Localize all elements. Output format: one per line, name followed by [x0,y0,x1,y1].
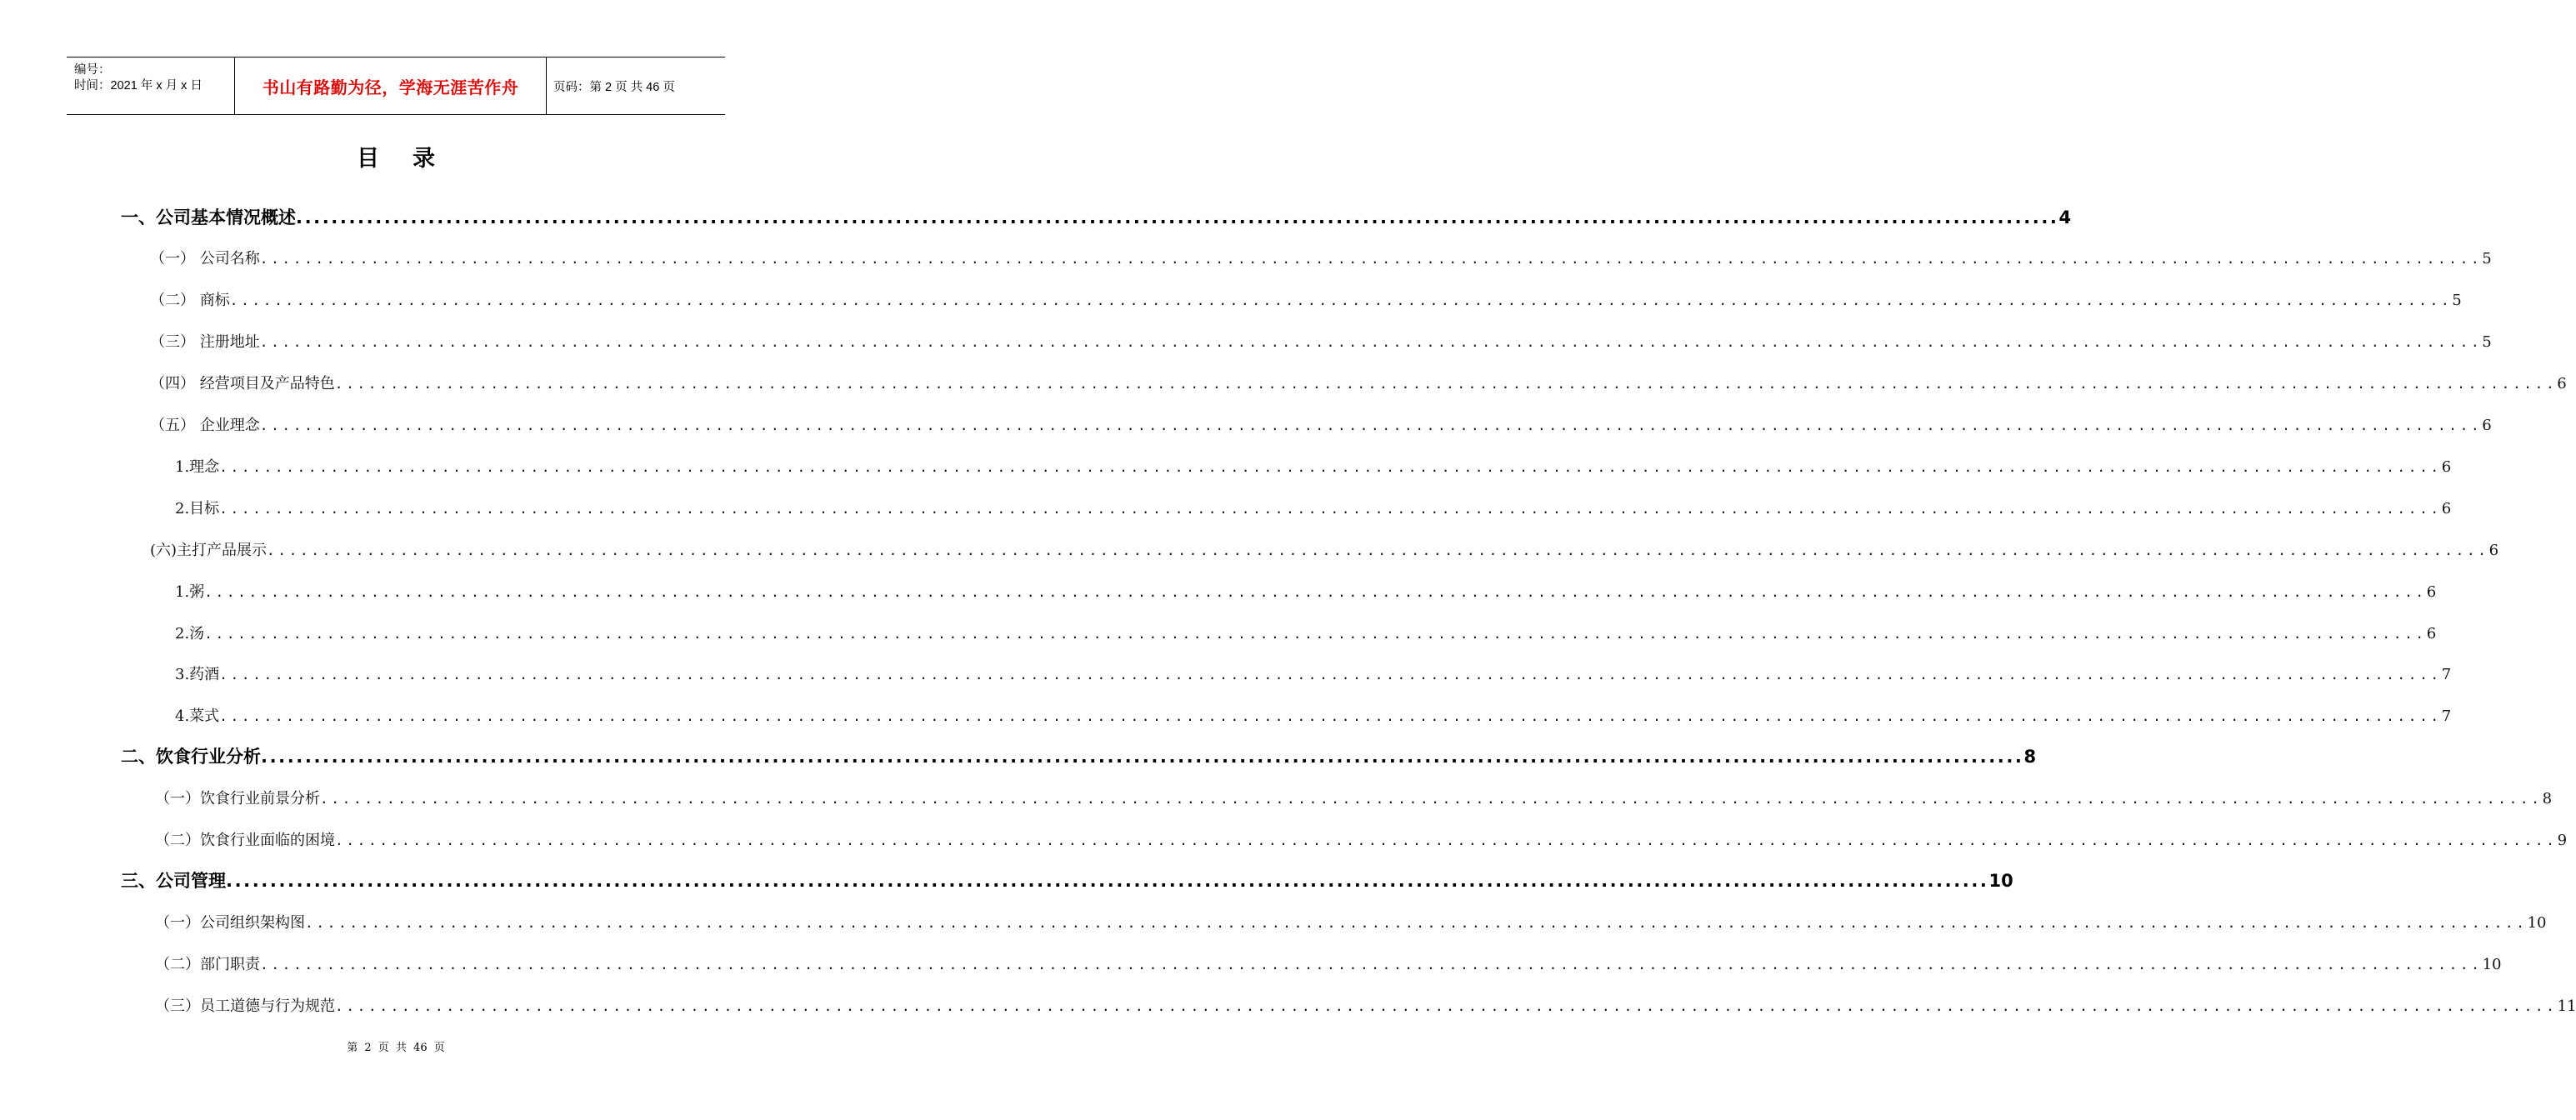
toc-entry[interactable] [150,247,2492,268]
toc-entry-page: 7 [2441,666,2452,683]
toc-entry[interactable] [150,288,2462,310]
toc-entry-page: 8 [2023,747,2037,767]
motto-text: 书山有路勤为径，学海无涯苦作舟 [262,77,519,98]
toc-entry-page: 6 [2426,625,2437,642]
toc-entry-page: 7 [2441,708,2452,725]
toc-leader: ........................................................................................................................................................................................................ [305,915,2528,931]
toc-entry-text: 4.菜式 [175,708,220,725]
toc-entry-page: 5 [2482,333,2492,351]
toc-entry-page: 6 [2488,542,2499,559]
toc-leader: ........................................................................................................................................................................................................ [259,251,2483,267]
toc-entry[interactable] [175,622,2437,643]
toc-entry-page: 9 [2557,832,2568,849]
toc-entry-page: 6 [2482,417,2492,434]
toc-entry[interactable] [175,704,2452,726]
toc-leader: ........................................................................................................................................................................................................ [259,334,2483,350]
toc-entry-text: （二）部门职责 [155,956,260,973]
toc-entry-text: 一、公司基本情况概述 [121,208,296,228]
toc-entry-page: 8 [2542,790,2553,808]
toc-entry[interactable] [150,413,2492,435]
toc-entry-text: 2.汤 [175,625,205,642]
toc-leader: ........................................................................................................................................................................................................ [229,292,2453,308]
toc-entry[interactable] [150,538,2499,560]
toc-entry-page: 6 [2557,375,2567,392]
toc-entry-text: 二、饮食行业分析 [121,747,261,767]
toc-entry[interactable] [175,497,2452,518]
toc-entry[interactable] [121,743,2037,768]
toc-entry-text: （一） 公司名称 [150,250,260,268]
toc-entry-text: 3.药酒 [175,666,220,683]
toc-leader: ........................................................................................................................................................................................................ [335,998,2558,1014]
toc-leader: ........................................................................................................................................................................................................ [261,747,2024,767]
header-page-info: 页码：第 2 页 共 46 页 [553,80,675,94]
toc-leader: ........................................................................................................................................................................................................ [219,708,2442,724]
toc-entry[interactable] [121,204,2072,229]
toc-leader: ........................................................................................................................................................................................................ [334,376,2558,392]
toc-entry-text: (六)主打产品展示 [150,542,268,559]
toc-entry-page: 10 [1988,871,2013,891]
toc-entry-text: 1.粥 [175,583,205,601]
toc-entry-page: 11 [2557,998,2576,1015]
toc-entry-page: 10 [2482,956,2502,973]
toc-leader: ........................................................................................................................................................................................................ [267,542,2489,558]
toc-entry-page: 5 [2482,250,2492,268]
toc-entry-page: 6 [2426,583,2437,601]
toc-entry[interactable] [150,372,2567,393]
toc-entry[interactable] [155,994,2576,1016]
toc-entry[interactable] [175,580,2437,602]
toc-entry[interactable] [155,952,2502,974]
toc-leader: ........................................................................................................................................................................................................ [226,871,1989,891]
toc-entry-text: （三）员工道德与行为规范 [155,998,335,1015]
time-label: 时间：2021 年 x 月 x 日 [74,79,203,92]
toc-leader: ........................................................................................................................................................................................................ [219,459,2442,475]
toc-entry-text: （三） 注册地址 [150,333,260,351]
toc-entry-text: 2.目标 [175,500,220,518]
toc-leader: ........................................................................................................................................................................................................ [204,626,2427,642]
toc-leader: ........................................................................................................................................................................................................ [335,832,2558,848]
toc-entry-text: 1.理念 [175,458,220,476]
toc-leader: ........................................................................................................................................................................................................ [320,791,2543,807]
toc-entry[interactable] [150,330,2492,352]
number-label: 编号： [74,63,111,77]
toc-entry[interactable] [155,828,2568,850]
header-info-cell [67,58,235,114]
toc-entry[interactable] [155,787,2553,808]
toc-entry-text: （一）饮食行业前景分析 [155,790,320,808]
page-header-table [67,57,725,115]
page-footer: 第 2 页 共 46 页 [347,1042,445,1054]
toc-entry-page: 6 [2441,500,2452,518]
toc-entry[interactable] [175,455,2452,477]
header-motto-cell [235,58,547,114]
toc-entry[interactable] [155,911,2547,932]
toc-entry-page: 5 [2452,292,2462,309]
toc-entry[interactable] [121,868,2013,892]
toc-title: 目录 [357,146,468,172]
toc-leader: ........................................................................................................................................................................................................ [260,957,2483,972]
toc-entry-page: 4 [2058,208,2072,228]
toc-entry-text: （一）公司组织架构图 [155,914,305,932]
toc-leader: ........................................................................................................................................................................................................ [296,208,2059,228]
toc-leader: ........................................................................................................................................................................................................ [204,584,2427,600]
toc-leader: ........................................................................................................................................................................................................ [259,418,2483,433]
toc-entry-text: 三、公司管理 [121,871,226,891]
toc-entry-page: 6 [2441,458,2452,476]
toc-entry-text: （五） 企业理念 [150,417,260,434]
toc-entry[interactable] [175,662,2452,684]
toc-entry-text: （四） 经营项目及产品特色 [150,375,335,392]
toc-entry-page: 10 [2527,914,2547,932]
toc-entry-text: （二）饮食行业面临的困境 [155,832,335,849]
toc-leader: ........................................................................................................................................................................................................ [219,667,2442,682]
toc-leader: ........................................................................................................................................................................................................ [219,501,2442,517]
toc-entry-text: （二） 商标 [150,292,230,309]
